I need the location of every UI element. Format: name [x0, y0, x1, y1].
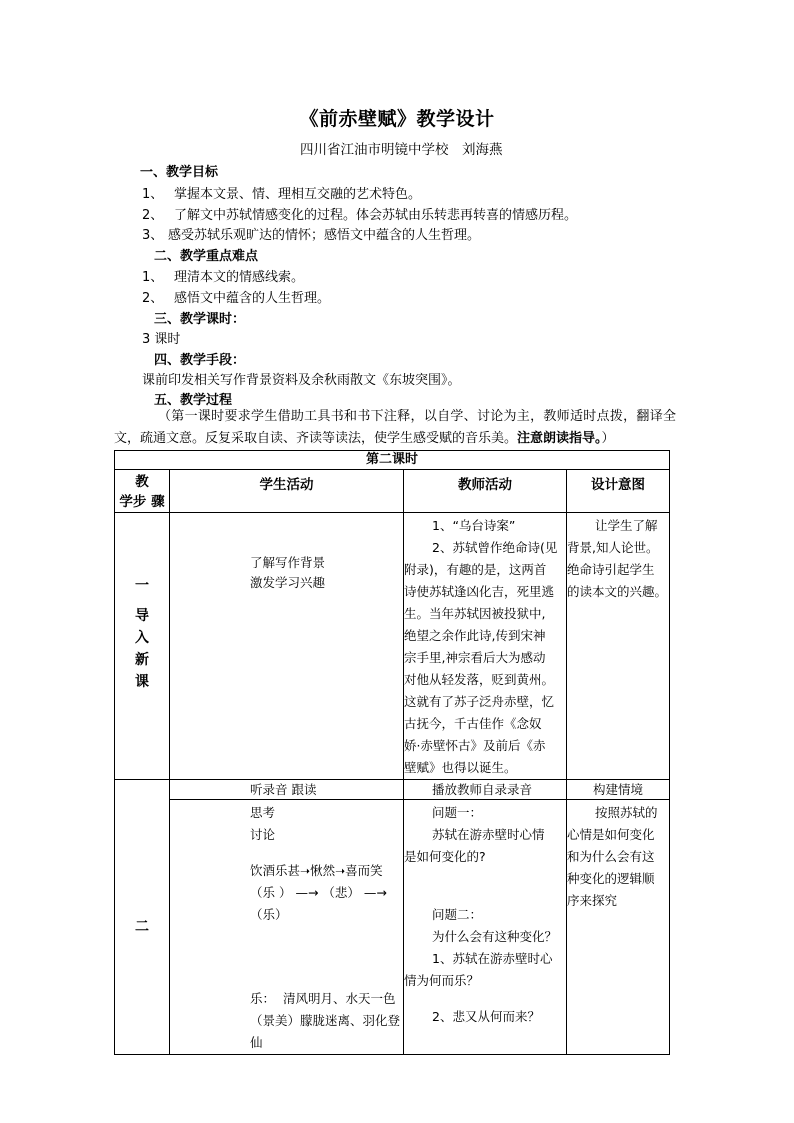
keypoint-text: 理清本文的情感线索。 [174, 270, 305, 285]
keypoint-num: 2、 [142, 291, 164, 306]
keypoint-item-2 [142, 287, 330, 306]
q2-label: 问题二： [432, 907, 483, 922]
lesson-table [114, 450, 670, 1055]
long-arrow-icon: —→ [291, 885, 323, 900]
keypoint-num: 1、 [142, 270, 164, 285]
keypoint-text: 感悟文中蕴含的人生哲理。 [174, 291, 331, 306]
author-line: 四川省江油市明镜中学校 刘海燕 [300, 142, 503, 158]
q1-text-cont: 是如何变化的? [404, 849, 486, 864]
section-goals-heading: 一、教学目标 [140, 165, 219, 180]
row1-step-char: 一 [135, 578, 149, 594]
row1-design-line: 背景,知人论世。 [567, 540, 659, 555]
header-student-label: 学生活动 [259, 477, 314, 493]
long-arrow-icon: —→ [359, 885, 387, 900]
row1-student [170, 513, 404, 780]
arrow-right-icon: ➝ [335, 864, 346, 878]
q2-text: 为什么会有这种变化？ [432, 929, 558, 944]
header-design-label: 设计意图 [591, 477, 645, 493]
row2-think: 思考 [250, 805, 276, 820]
keypoint-item-1 [142, 266, 304, 285]
row1-teacher-line: 生。当年苏轼因被投狱中, [404, 606, 546, 621]
q2-sub-1-cont: 情为何而乐？ [404, 973, 480, 988]
row2-design-line: 心情是如何变化 [567, 827, 655, 842]
seq-step-1: 饮酒乐甚 [250, 863, 301, 878]
joy-label: 乐： [250, 991, 276, 1006]
row2-design-line: 按照苏轼的 [595, 805, 658, 820]
means-value: 课前印发相关写作背景资料及余秋雨散文《东坡突围》。 [142, 373, 461, 388]
header-teacher [404, 470, 567, 513]
row1-design [567, 513, 670, 780]
seq-step-2: 愀然 [310, 863, 336, 878]
seq-label-2: （悲） [322, 885, 360, 900]
goal-num: 3、 [142, 228, 164, 243]
seq-label-3: （乐） [250, 907, 288, 922]
document-title: 《前赤壁赋》教学设计 [299, 108, 495, 130]
row2-student [170, 800, 404, 1055]
row2-student-top-text: 听录音 跟读 [250, 782, 317, 797]
goal-item-1 [142, 183, 421, 202]
seq-step-3: 喜而笑 [345, 863, 383, 878]
arrow-right-icon: ➝ [300, 864, 311, 878]
row2-student-top [170, 780, 404, 800]
joy-text-2: （景美）朦胧迷离、羽化登仙 [250, 1013, 401, 1050]
row2-design-line: 序来探究 [567, 893, 618, 908]
row1-step-char: 课 [135, 674, 149, 690]
row2-design-top [567, 780, 670, 800]
hours-value: 3 课时 [142, 332, 181, 347]
header-step [115, 470, 170, 513]
row1-design-line: 绝命诗引起学生 [567, 562, 655, 577]
row1-step [115, 513, 170, 780]
row1-teacher-line: 壁赋》也得以诞生。 [404, 760, 517, 775]
q1-text: 苏轼在游赤壁时心情 [432, 827, 545, 842]
row1-step-char: 新 [135, 652, 149, 668]
row2-discuss: 讨论 [250, 827, 276, 842]
row1-teacher-line: 绝望之余作此诗,传到宋神 [404, 628, 546, 643]
row1-teacher-line: 这就有了苏子泛舟赤壁，忆 [404, 694, 555, 709]
row1-teacher-line: 古抚今，千古佳作《念奴 [404, 716, 542, 731]
row1-teacher-line: 附录)，有趣的是，这两首 [404, 562, 547, 577]
process-intro-end: ） [601, 431, 615, 446]
header-step-b: 学步 骤 [119, 494, 165, 510]
section-keypoints-heading: 二、教学重点难点 [154, 249, 259, 264]
row2-teacher-top-text: 播放教师自录录音 [432, 782, 533, 797]
row1-teacher [404, 513, 567, 780]
row2-design-top-text: 构建情境 [593, 782, 644, 797]
row1-student-line: 激发学习兴趣 [250, 575, 326, 590]
table-row [115, 800, 670, 1055]
row1-teacher-line: 娇·赤壁怀古》及前后《赤 [404, 738, 546, 753]
goal-item-2 [142, 204, 577, 223]
session-title: 第二课时 [115, 451, 670, 470]
q1-label: 问题一： [432, 805, 483, 820]
row1-design-line: 的读本文的兴趣。 [567, 584, 668, 599]
row2-teacher-top [404, 780, 567, 800]
table-row [115, 513, 670, 780]
section-process-heading: 五、教学过程 [154, 393, 233, 408]
process-intro-text: （第一课时要求学生借助工具书和书下注释，以自学、讨论为主，教师适时点拨，翻译全文，疏通文意。反复采取自读、齐读等读法，使学生感受赋的音乐美。 [114, 409, 676, 446]
row1-teacher-line: 2、苏轼曾作绝命诗(见 [432, 540, 558, 555]
row2-design-line: 种变化的逻辑顺 [567, 871, 655, 886]
row2-teacher [404, 800, 567, 1055]
goal-text: 感受苏轼乐观旷达的情怀；感悟文中蕴含的人生哲理。 [168, 228, 481, 243]
joy-text-1: 清风明月、水天一色 [283, 991, 396, 1006]
q2-sub-2: 2、悲又从何而来？ [432, 1009, 540, 1024]
row1-teacher-line: 宗手里,神宗看后大为感动 [404, 650, 546, 665]
table-row [115, 780, 670, 800]
row1-teacher-line: 1、“乌台诗案” [432, 518, 516, 533]
row2-design [567, 800, 670, 1055]
goal-item-3 [142, 224, 480, 243]
joy-line-1 [250, 988, 403, 1010]
row1-step-char: 导 [135, 608, 149, 624]
section-hours-heading: 三、教学课时： [154, 312, 246, 327]
row2-step [115, 780, 170, 1055]
header-teacher-label: 教师活动 [458, 477, 512, 493]
section-means-heading: 四、教学手段： [154, 353, 246, 368]
seq-label-1: （乐 ） [250, 885, 292, 900]
row2-design-line: 和为什么会有这 [567, 849, 655, 864]
row1-design-line: 让学生了解 [595, 518, 658, 533]
row1-teacher-line: 诗使苏轼逢凶化吉，死里逃 [404, 584, 555, 599]
row2-step-char: 二 [135, 919, 149, 935]
header-student [170, 470, 404, 513]
header-design [567, 470, 670, 513]
process-intro [114, 406, 676, 450]
goal-num: 1、 [142, 187, 164, 202]
emotion-sequence [250, 860, 403, 882]
goal-text: 掌握本文景、情、理相互交融的艺术特色。 [174, 187, 422, 202]
goal-text: 了解文中苏轼情感变化的过程。体会苏轼由乐转悲再转喜的情感历程。 [174, 208, 578, 223]
row1-teacher-line: 对他从轻发落，贬到黄州。 [404, 672, 555, 687]
row1-step-char: 入 [135, 630, 149, 646]
emotion-labels [250, 882, 403, 926]
q2-sub-1: 1、苏轼在游赤壁时心 [432, 951, 553, 966]
goal-num: 2、 [142, 208, 164, 223]
header-step-a: 教 [135, 474, 149, 490]
process-intro-bold: 注意朗读指导。 [517, 431, 602, 446]
table-header-row [115, 470, 670, 513]
row1-student-line: 了解写作背景 [250, 555, 326, 570]
